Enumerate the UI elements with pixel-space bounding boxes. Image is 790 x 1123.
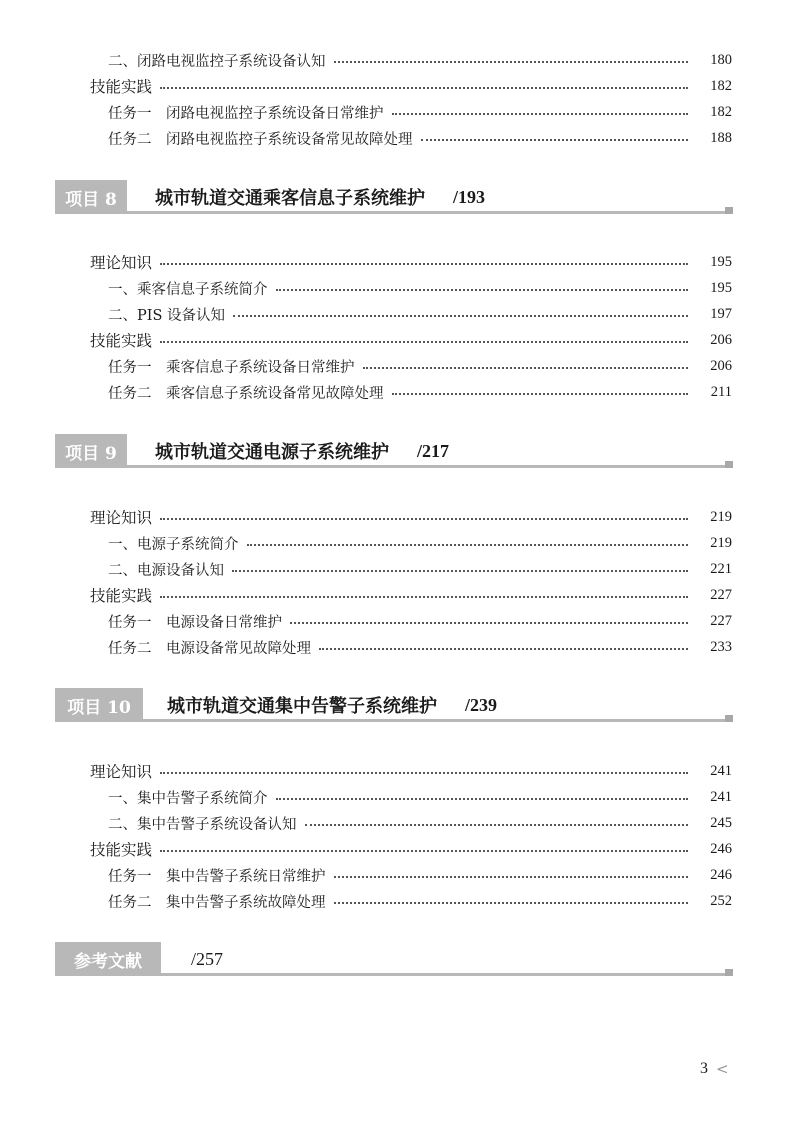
toc-entry-text: 二、集中告警子系统设备认知 bbox=[108, 816, 297, 833]
toc-section-text: 技能实践 bbox=[90, 332, 153, 350]
toc-entry-text: 任务二 乘客信息子系统设备常见故障处理 bbox=[108, 385, 384, 402]
toc-section-text: 技能实践 bbox=[90, 78, 153, 96]
toc-section-page: 219 bbox=[710, 508, 732, 525]
chevron-left-icon: < bbox=[716, 1060, 729, 1078]
references-banner[interactable] bbox=[55, 942, 733, 976]
toc-entry[interactable] bbox=[108, 275, 732, 301]
leader-dots bbox=[276, 289, 689, 291]
toc-entry-text: 一、乘客信息子系统简介 bbox=[108, 281, 268, 298]
project-title-row bbox=[155, 180, 485, 214]
toc-entry-text: 任务二 集中告警子系统故障处理 bbox=[108, 894, 326, 911]
leader-dots bbox=[276, 798, 689, 800]
toc-section[interactable] bbox=[90, 327, 732, 353]
toc-entry[interactable] bbox=[108, 862, 732, 888]
toc-entry[interactable] bbox=[108, 634, 732, 660]
leader-dots bbox=[160, 341, 688, 343]
project-page: /239 bbox=[465, 694, 498, 715]
toc-entry[interactable] bbox=[108, 353, 732, 379]
toc-entry-text: 二、电源设备认知 bbox=[108, 562, 224, 579]
toc-entry-text: 一、电源子系统简介 bbox=[108, 536, 239, 553]
toc-entry-page: 195 bbox=[710, 279, 732, 296]
leader-dots bbox=[334, 902, 689, 904]
page-number-value: 3 bbox=[700, 1060, 708, 1077]
toc-entry[interactable] bbox=[108, 888, 732, 914]
toc-section[interactable] bbox=[90, 504, 732, 530]
toc-entry-text: 二、闭路电视监控子系统设备认知 bbox=[108, 53, 326, 70]
leader-dots bbox=[160, 772, 688, 774]
toc-entry[interactable] bbox=[108, 301, 732, 327]
page-number bbox=[700, 1060, 729, 1078]
project-label: 项目 10 bbox=[55, 688, 143, 722]
leader-dots bbox=[290, 622, 688, 624]
leader-dots bbox=[392, 113, 689, 115]
leader-dots bbox=[319, 648, 688, 650]
project-label: 项目 8 bbox=[55, 180, 127, 214]
toc-entry-page: 206 bbox=[710, 357, 732, 374]
toc-entry-text: 任务一 乘客信息子系统设备日常维护 bbox=[108, 359, 355, 376]
toc-entry-text: 任务一 集中告警子系统日常维护 bbox=[108, 868, 326, 885]
references-page: /257 bbox=[191, 948, 224, 969]
toc-entry-page: 241 bbox=[710, 788, 732, 805]
toc-entry-text: 一、集中告警子系统简介 bbox=[108, 790, 268, 807]
toc-section[interactable] bbox=[90, 582, 732, 608]
leader-dots bbox=[421, 139, 689, 141]
banner-rule-end bbox=[725, 461, 733, 468]
toc-entry-page: 221 bbox=[710, 560, 732, 577]
toc-section[interactable] bbox=[90, 758, 732, 784]
project-banner[interactable] bbox=[55, 180, 733, 214]
project-label: 项目 9 bbox=[55, 434, 127, 468]
toc-entry-text: 任务一 电源设备日常维护 bbox=[108, 614, 282, 631]
toc-section[interactable] bbox=[90, 836, 732, 862]
banner-rule bbox=[127, 465, 733, 468]
project-title-row bbox=[155, 434, 449, 468]
toc-section-page: 182 bbox=[710, 77, 732, 94]
project-title: 城市轨道交通电源子系统维护 bbox=[155, 442, 389, 463]
toc-entry-text: 任务二 电源设备常见故障处理 bbox=[108, 640, 311, 657]
leader-dots bbox=[334, 876, 689, 878]
leader-dots bbox=[305, 824, 689, 826]
toc-section-text: 技能实践 bbox=[90, 587, 153, 605]
toc-section[interactable] bbox=[90, 73, 732, 99]
toc-entry-page: 246 bbox=[710, 866, 732, 883]
toc-section[interactable] bbox=[90, 249, 732, 275]
leader-dots bbox=[232, 570, 688, 572]
toc-entry-page: 197 bbox=[710, 305, 732, 322]
banner-rule-end bbox=[725, 969, 733, 976]
project-page: /193 bbox=[453, 186, 486, 207]
toc-entry-page: 188 bbox=[710, 129, 732, 146]
leader-dots bbox=[334, 61, 689, 63]
leader-dots bbox=[247, 544, 689, 546]
project-banner[interactable] bbox=[55, 688, 733, 722]
toc-section-page: 206 bbox=[710, 331, 732, 348]
banner-rule-end bbox=[725, 207, 733, 214]
leader-dots bbox=[160, 263, 688, 265]
references-label: 参考文献 bbox=[55, 942, 161, 976]
project-title: 城市轨道交通乘客信息子系统维护 bbox=[155, 188, 425, 209]
toc-section-page: 241 bbox=[710, 762, 732, 779]
toc-entry[interactable] bbox=[108, 810, 732, 836]
toc-section-text: 理论知识 bbox=[90, 509, 153, 527]
toc-section-text: 技能实践 bbox=[90, 841, 153, 859]
leader-dots bbox=[160, 596, 688, 598]
banner-rule bbox=[161, 973, 733, 976]
toc-entry-page: 180 bbox=[710, 51, 732, 68]
leader-dots bbox=[363, 367, 689, 369]
banner-rule-end bbox=[725, 715, 733, 722]
toc-entry[interactable] bbox=[108, 125, 732, 151]
banner-rule bbox=[127, 211, 733, 214]
toc-entry-page: 227 bbox=[710, 612, 732, 629]
toc-section-text: 理论知识 bbox=[90, 763, 153, 781]
toc-entry-page: 233 bbox=[710, 638, 732, 655]
toc-entry-page: 245 bbox=[710, 814, 732, 831]
toc-entry-text: 二、PIS 设备认知 bbox=[108, 307, 226, 324]
project-title-row bbox=[167, 688, 497, 722]
toc-entry-page: 182 bbox=[710, 103, 732, 120]
leader-dots bbox=[392, 393, 689, 395]
toc-entry[interactable] bbox=[108, 530, 732, 556]
leader-dots bbox=[233, 315, 688, 317]
toc-entry-text: 任务二 闭路电视监控子系统设备常见故障处理 bbox=[108, 131, 413, 148]
banner-rule bbox=[143, 719, 733, 722]
toc-entry[interactable] bbox=[108, 47, 732, 73]
toc-entry-page: 211 bbox=[710, 383, 732, 400]
toc-entry-text: 任务一 闭路电视监控子系统设备日常维护 bbox=[108, 105, 384, 122]
leader-dots bbox=[160, 87, 688, 89]
toc-section-page: 195 bbox=[710, 253, 732, 270]
toc-entry[interactable] bbox=[108, 784, 732, 810]
toc-section-page: 227 bbox=[710, 586, 732, 603]
toc-section-text: 理论知识 bbox=[90, 254, 153, 272]
toc-entry[interactable] bbox=[108, 556, 732, 582]
toc-entry[interactable] bbox=[108, 99, 732, 125]
leader-dots bbox=[160, 850, 688, 852]
toc-entry-page: 219 bbox=[710, 534, 732, 551]
references-title-row bbox=[191, 942, 223, 976]
toc-entry[interactable] bbox=[108, 608, 732, 634]
toc-section-page: 246 bbox=[710, 840, 732, 857]
toc-entry[interactable] bbox=[108, 379, 732, 405]
project-banner[interactable] bbox=[55, 434, 733, 468]
project-title: 城市轨道交通集中告警子系统维护 bbox=[167, 696, 437, 717]
project-page: /217 bbox=[417, 440, 450, 461]
leader-dots bbox=[160, 518, 688, 520]
toc-entry-page: 252 bbox=[710, 892, 732, 909]
